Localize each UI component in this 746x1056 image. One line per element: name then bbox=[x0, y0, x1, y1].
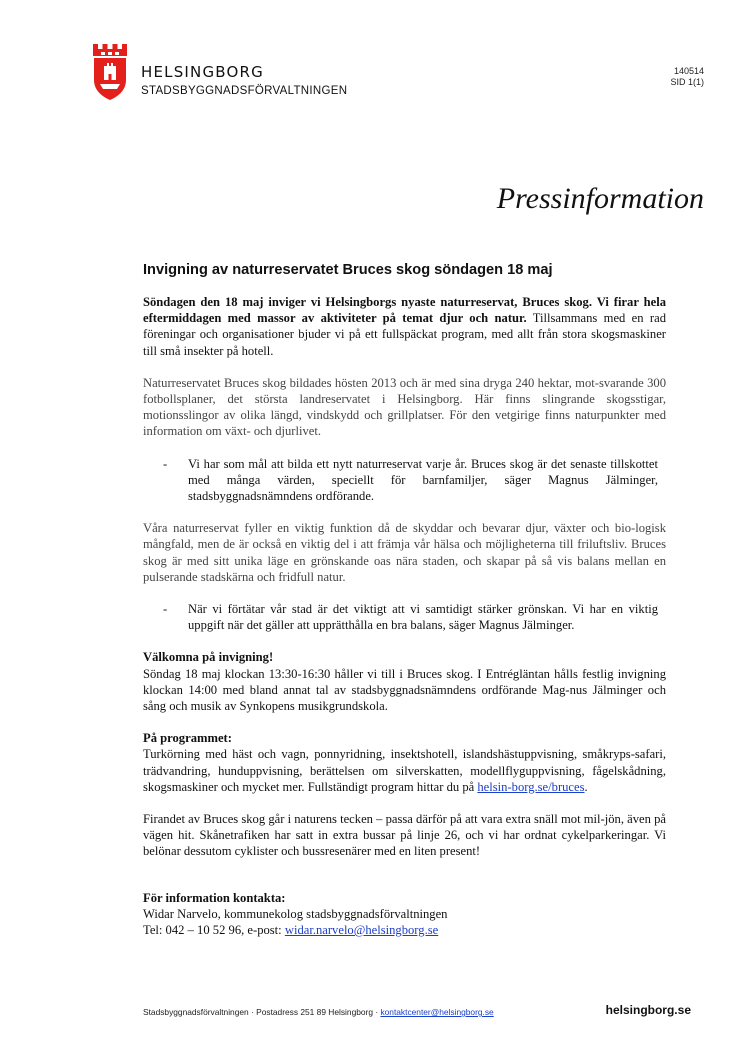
press-headline: Invigning av naturreservatet Bruces skog söndagen 18 maj bbox=[143, 262, 553, 278]
quote-paragraph-1 bbox=[143, 456, 658, 505]
welcome-section bbox=[143, 649, 666, 714]
helsingborg-coat-of-arms-logo bbox=[93, 44, 127, 100]
intro-lead: Söndagen den 18 maj inviger vi Helsingborgs nyaste naturreservat, Bruces skog. Vi firar hela eftermiddagen med massor av aktiviteter på temat djur och natur. bbox=[143, 295, 666, 326]
intro-rest: Tillsammans med en rad föreningar och organisationer bjuder vi på ett fullspäckat program, med allt från stora skogsmaskiner till små insekter på hotell. bbox=[143, 311, 666, 358]
document-meta bbox=[670, 66, 704, 88]
document-type-title: Pressinformation bbox=[496, 182, 704, 215]
program-heading: På programmet: bbox=[143, 731, 232, 746]
contact-email-link[interactable]: widar.narvelo@helsingborg.se bbox=[284, 923, 439, 938]
program-text: Turkörning med häst och vagn, ponnyridning, insektshotell, islandshästuppvisning, småkryps-safari, trädvandring, hunduppvisning, berättelsen om silverskatten, modellflyguppvisning, fågelskådning, skogsmaskiner och mycket mer. Fullständigt program hittar du på bbox=[143, 747, 666, 794]
intro-paragraph bbox=[143, 294, 666, 359]
organization-name: HELSINGBORG bbox=[141, 63, 264, 81]
paragraph-environment: Firandet av Bruces skog går i naturens tecken – passa därför på att vara extra snäll mot mil-jön, även på vägen hit. Skånetrafiken har satt in extra bussar på linje 26, och vi har ordnat cykelparkeringar. Vi belönar dessutom cyklister och bussresenärer med en liten present! bbox=[143, 812, 666, 859]
contact-tel: Tel: 042 – 10 52 96, e-post: bbox=[143, 923, 285, 938]
quote-text: När vi förtätar vår stad är det viktigt att vi samtidigt stärker grönskan. Vi har en viktig uppgift när det gäller att upprätthålla en bra balans, säger Magnus Jälminger. bbox=[188, 602, 658, 633]
paragraph-reserve-facts: Naturreservatet Bruces skog bildades hösten 2013 och är med sina dryga 240 hektar, mot-svarande 300 fotbollsplaner, det största landreservatet i Helsingborg. Här finns slingrande skogsstigar, motionsslingor av olika längd, vindskydd och grillplatser. För den vetgirige finns naturpunkter med information om växt- och djurlivet. bbox=[143, 375, 666, 439]
quote-paragraph-2 bbox=[143, 601, 658, 633]
welcome-heading: Välkomna på invigning! bbox=[143, 650, 274, 665]
quote-text: Vi har som mål att bilda ett nytt naturreservat varje år. Bruces skog är det senaste tillskottet med många värden, speciellt för barnfamiljer, säger Magnus Jälminger, stadsbyggnadsnämndens ordförande. bbox=[188, 456, 658, 504]
footer-website: helsingborg.se bbox=[605, 1003, 691, 1017]
program-section bbox=[143, 730, 666, 795]
footer-email-link[interactable]: kontaktcenter@helsingborg.se bbox=[380, 1007, 494, 1017]
welcome-text: Söndag 18 maj klockan 13:30-16:30 håller vi till i Bruces skog. I Entrégläntan hålls festlig invigning klockan 14:00 med bland annat tal av stadsbyggnadsnämndens ordförande Mag-nus Jälminger och sång och musik av Synkopens musikgrundskola. bbox=[143, 666, 666, 714]
department-name: STADSBYGGNADSFÖRVALTNINGEN bbox=[141, 85, 348, 97]
contact-heading: För information kontakta: bbox=[143, 890, 286, 905]
page-number: SID 1(1) bbox=[670, 77, 704, 87]
press-body bbox=[143, 294, 666, 954]
footer-address bbox=[143, 1007, 494, 1017]
quote-dash: - bbox=[163, 602, 168, 617]
contact-section bbox=[143, 890, 666, 939]
quote-dash: - bbox=[163, 456, 168, 471]
date-code: 140514 bbox=[673, 66, 704, 76]
footer-address-text: Stadsbyggnadsförvaltningen · Postadress 251 89 Helsingborg · bbox=[143, 1007, 381, 1017]
contact-name: Widar Narvelo, kommunekolog stadsbyggnadsförvaltningen bbox=[143, 906, 448, 921]
program-end: . bbox=[584, 779, 588, 794]
program-link[interactable]: helsin-borg.se/bruces bbox=[477, 779, 585, 794]
paragraph-reserve-function: Våra naturreservat fyller en viktig funktion då de skyddar och bevarar djur, växter och bio-logisk mångfald, men de är också en viktig del i att främja vår hälsa och möjligheterna till friluftsliv. Bruces skog är med sitt unika läge en grönskande oas nära staden, och skapar på så vis balans mellan en pulserande stadskärna och fridfull natur. bbox=[143, 521, 666, 584]
